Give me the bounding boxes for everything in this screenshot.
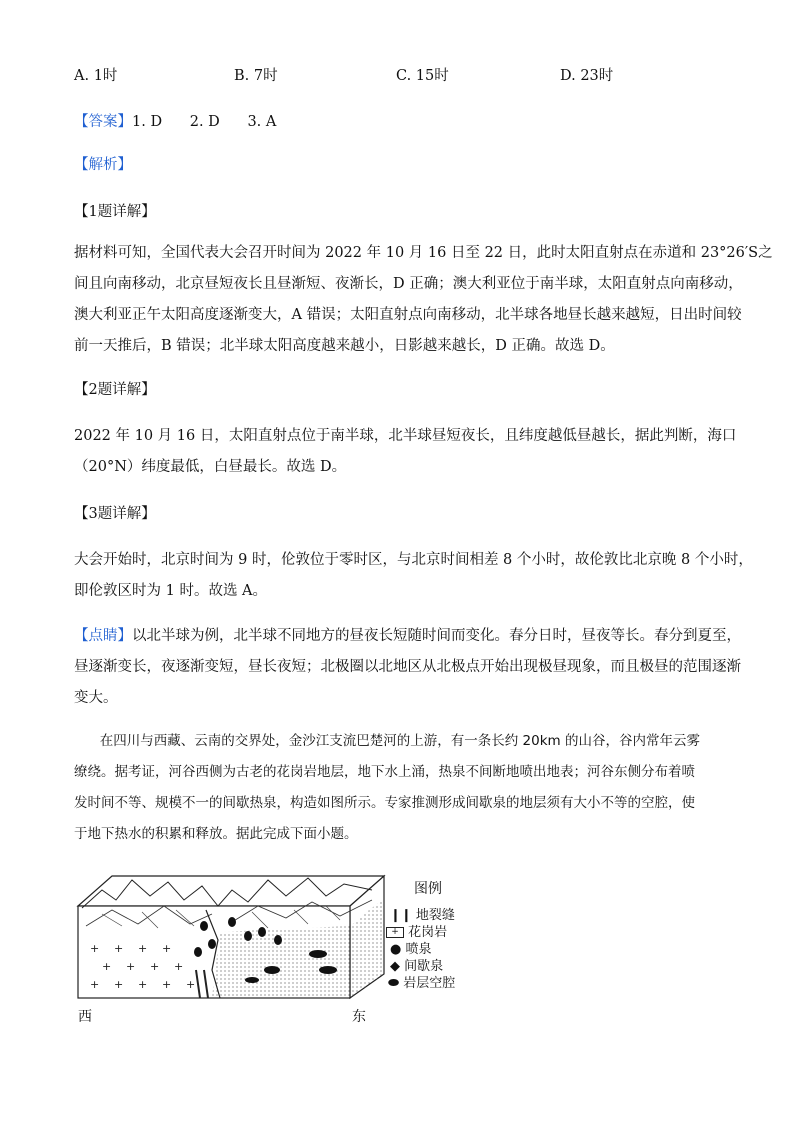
spring-icon: ● bbox=[390, 942, 406, 957]
svg-text:+: + bbox=[138, 978, 148, 991]
analysis-label: 【解析】 bbox=[74, 157, 132, 173]
granite-icon: + bbox=[386, 927, 404, 938]
svg-text:+: + bbox=[162, 978, 172, 991]
q1-heading: 【1题详解】 bbox=[74, 204, 156, 220]
svg-text:+: + bbox=[138, 942, 148, 955]
legend-title: 图例 bbox=[414, 881, 442, 897]
svg-text:+: + bbox=[90, 978, 100, 991]
legend-spring: ● 喷泉 bbox=[390, 942, 432, 957]
q2-explanation bbox=[74, 421, 737, 483]
option-b: B. 7时 bbox=[234, 68, 278, 84]
cavity-icon: ⬬ bbox=[388, 976, 404, 991]
q3-explanation bbox=[74, 545, 753, 607]
svg-text:+: + bbox=[114, 942, 124, 955]
svg-text:+: + bbox=[162, 942, 172, 955]
geyser-diagram bbox=[72, 866, 492, 1026]
legend-cavity: ⬬ 岩层空腔 bbox=[388, 976, 456, 991]
svg-text:+: + bbox=[126, 960, 136, 973]
svg-text:+: + bbox=[114, 978, 124, 991]
svg-text:+: + bbox=[102, 960, 112, 973]
intro-line: 于地下热水的积累和释放。据此完成下面小题。 bbox=[74, 826, 358, 842]
q1-line: 前一天推后，B 错误；北半球太阳高度越来越小，日影越来越长，D 正确。故选 D。 bbox=[74, 338, 615, 354]
q3-line: 即伦敦区时为 1 时。故选 A。 bbox=[74, 583, 268, 599]
answer-tag: 【答案】 bbox=[74, 114, 132, 130]
note-line: 以北半球为例，北半球不同地方的昼夜长短随时间而变化。春分日时，昼夜等长。春分到夏至， bbox=[132, 628, 741, 644]
option-a: A. 1时 bbox=[74, 68, 118, 84]
q1-explanation bbox=[74, 238, 773, 362]
q2-heading: 【2题详解】 bbox=[74, 382, 156, 398]
legend-granite: + 花岗岩 bbox=[386, 921, 447, 940]
q1-line: 据材料可知，全国代表大会召开时间为 2022 年 10 月 16 日至 22 日，此时太阳直射点在赤道和 23°26′S之 bbox=[74, 245, 773, 261]
q2-line: 2022 年 10 月 16 日，太阳直射点位于南半球，北半球昼短夜长，且纬度越低昼越长，据此判断，海口 bbox=[74, 428, 737, 444]
q3-line: 大会开始时，北京时间为 9 时，伦敦位于零时区，与北京时间相差 8 个小时，故伦敦比北京晚 8 个小时， bbox=[74, 552, 753, 568]
svg-text:+: + bbox=[90, 942, 100, 955]
svg-text:+: + bbox=[186, 978, 196, 991]
q1-line: 澳大利亚正午太阳高度逐渐变大，A 错误；太阳直射点向南移动，北半球各地昼长越来越短，日出时间较 bbox=[74, 307, 742, 323]
intro-line: 在四川与西藏、云南的交界处，金沙江支流巴楚河的上游，有一条长约 20km 的山谷，谷内常年云雾 bbox=[74, 733, 700, 749]
answer-text: 1. D 2. D 3. A bbox=[132, 114, 277, 130]
svg-text:+: + bbox=[174, 960, 184, 973]
fault-icon: ❙❙ bbox=[390, 908, 416, 923]
note-line: 昼逐渐变长，夜逐渐变短，昼长夜短；北极圈以北地区从北极点开始出现极昼现象，而且极昼的范围逐渐 bbox=[74, 659, 741, 675]
answer-line bbox=[74, 112, 276, 132]
legend-fault: ❙❙ 地裂缝 bbox=[390, 908, 455, 923]
note-tag: 【点睛】 bbox=[74, 628, 132, 644]
note-line: 变大。 bbox=[74, 690, 118, 706]
intro-paragraph bbox=[74, 726, 734, 850]
legend-geyser: ◆ 间歇泉 bbox=[390, 959, 444, 974]
q3-heading: 【3题详解】 bbox=[74, 506, 156, 522]
west-label: 西 bbox=[78, 1009, 92, 1025]
q1-line: 间且向南移动，北京昼短夜长且昼渐短、夜渐长，D 正确；澳大利亚位于南半球，太阳直射点向南移动， bbox=[74, 276, 743, 292]
q2-line: （20°N）纬度最低，白昼最长。故选 D。 bbox=[74, 459, 347, 475]
option-d: D. 23时 bbox=[560, 68, 614, 84]
intro-line: 缭绕。据考证，河谷西侧为古老的花岗岩地层，地下水上涌，热泉不间断地喷出地表；河谷东侧分布着喷 bbox=[74, 764, 695, 780]
east-label: 东 bbox=[352, 1009, 366, 1025]
intro-line: 发时间不等、规模不一的间歇热泉，构造如图所示。专家推测形成间歇泉的地层须有大小不等的空腔，使 bbox=[74, 795, 695, 811]
option-c: C. 15时 bbox=[396, 68, 449, 84]
note-block bbox=[74, 621, 741, 714]
svg-text:+: + bbox=[150, 960, 160, 973]
geyser-icon: ◆ bbox=[390, 959, 405, 974]
